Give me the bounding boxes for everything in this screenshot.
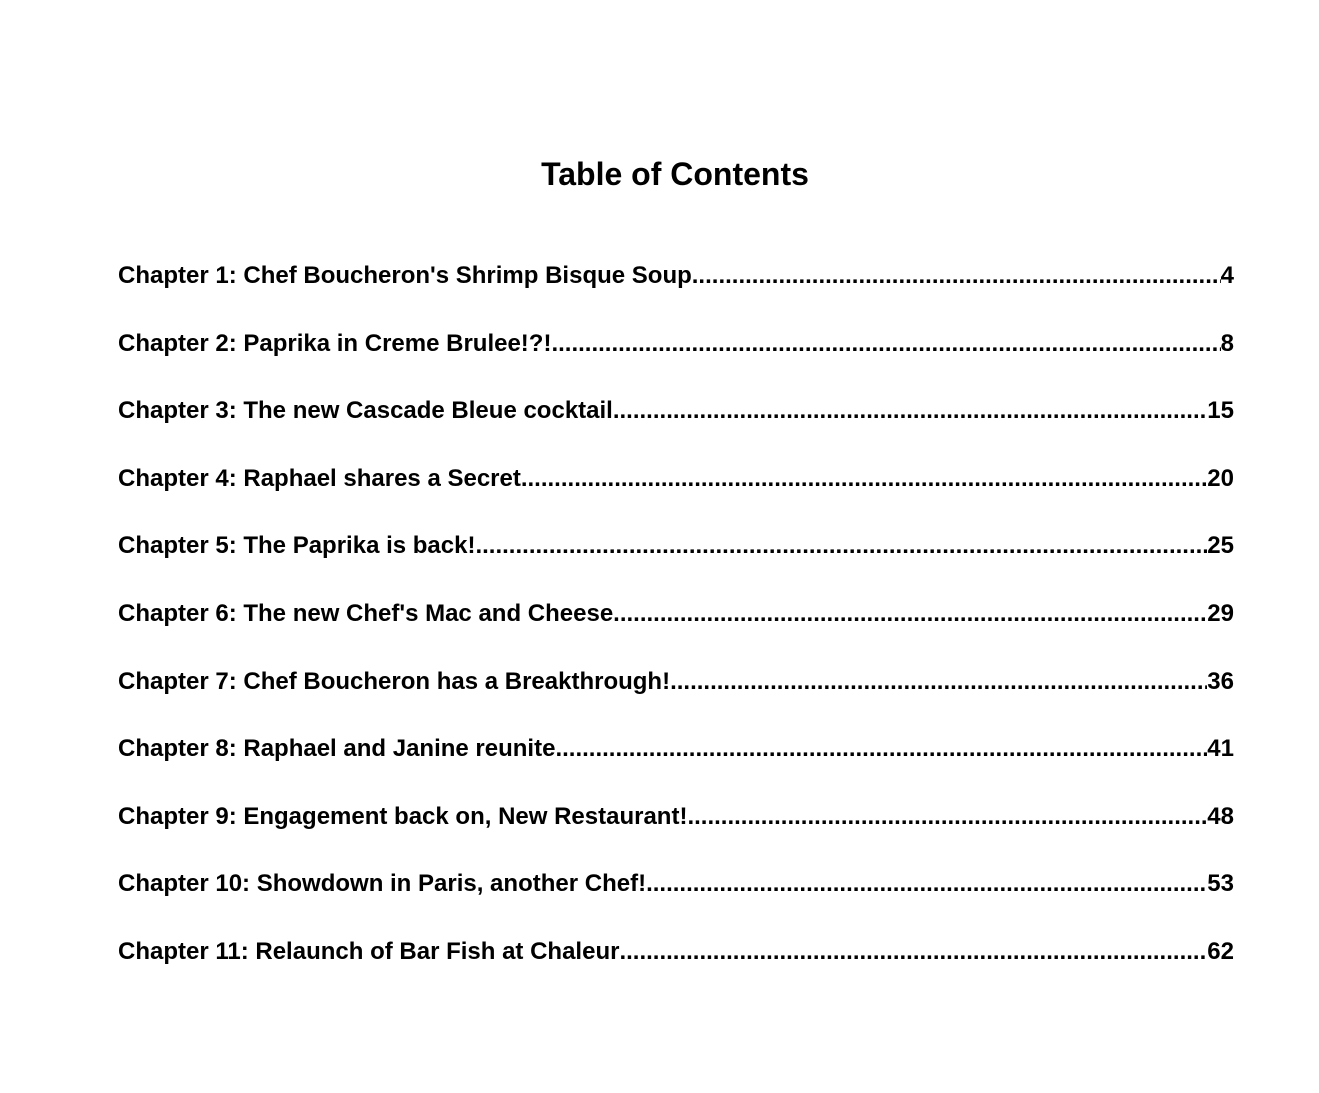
- dot-leader: [551, 326, 1220, 362]
- toc-entry-page-number: 53: [1207, 870, 1234, 898]
- toc-entry-title: Chapter 2: Paprika in Creme Brulee!?!: [118, 329, 552, 357]
- dot-leader: [555, 731, 1207, 767]
- toc-entry-title: Chapter 6: The new Chef's Mac and Cheese: [118, 599, 614, 627]
- toc-entry-page-number: 15: [1207, 397, 1234, 425]
- dot-leader: [687, 799, 1207, 835]
- dot-leader: [613, 596, 1207, 632]
- toc-title: Table of Contents: [541, 156, 809, 192]
- toc-entry-title: Chapter 3: The new Cascade Bleue cocktail: [118, 397, 613, 425]
- dot-leader: [521, 461, 1207, 497]
- toc-list: [118, 258, 1234, 1002]
- toc-entry-chapter-7: [118, 664, 1234, 732]
- toc-entry-page-number: 25: [1207, 532, 1234, 560]
- toc-entry-title: Chapter 11: Relaunch of Bar Fish at Chaleur: [118, 937, 620, 965]
- toc-entry-page-number: 36: [1207, 667, 1234, 695]
- toc-entry-page-number: 29: [1207, 599, 1234, 627]
- toc-entry-chapter-8: [118, 731, 1234, 799]
- toc-entry-title: Chapter 5: The Paprika is back!: [118, 532, 476, 560]
- toc-entry-chapter-1: [118, 258, 1234, 326]
- toc-entry-title: Chapter 10: Showdown in Paris, another Chef!: [118, 870, 647, 898]
- toc-entry-chapter-5: [118, 528, 1234, 596]
- toc-entry-chapter-3: [118, 393, 1234, 461]
- dot-leader: [646, 866, 1207, 902]
- toc-entry-chapter-2: [118, 326, 1234, 394]
- toc-entry-chapter-6: [118, 596, 1234, 664]
- toc-entry-chapter-11: [118, 934, 1234, 1002]
- toc-entry-title: Chapter 7: Chef Boucheron has a Breakthrough!: [118, 667, 671, 695]
- toc-entry-title: Chapter 9: Engagement back on, New Restaurant!: [118, 802, 688, 830]
- toc-entry-page-number: 41: [1207, 735, 1234, 763]
- dot-leader: [619, 934, 1207, 970]
- toc-entry-page-number: 20: [1207, 464, 1234, 492]
- toc-entry-page-number: 48: [1207, 802, 1234, 830]
- toc-entry-chapter-4: [118, 461, 1234, 529]
- toc-entry-page-number: 62: [1207, 937, 1234, 965]
- dot-leader: [692, 258, 1221, 294]
- dot-leader: [613, 393, 1207, 429]
- dot-leader: [475, 528, 1207, 564]
- toc-entry-page-number: 8: [1220, 329, 1234, 357]
- toc-entry-title: Chapter 1: Chef Boucheron's Shrimp Bisque Soup: [118, 262, 692, 289]
- toc-entry-page-number: 4: [1220, 262, 1234, 289]
- toc-entry-title: Chapter 4: Raphael shares a Secret: [118, 464, 521, 492]
- toc-entry-chapter-9: [118, 799, 1234, 867]
- dot-leader: [670, 664, 1207, 700]
- toc-entry-chapter-10: [118, 866, 1234, 934]
- toc-entry-title: Chapter 8: Raphael and Janine reunite: [118, 735, 556, 763]
